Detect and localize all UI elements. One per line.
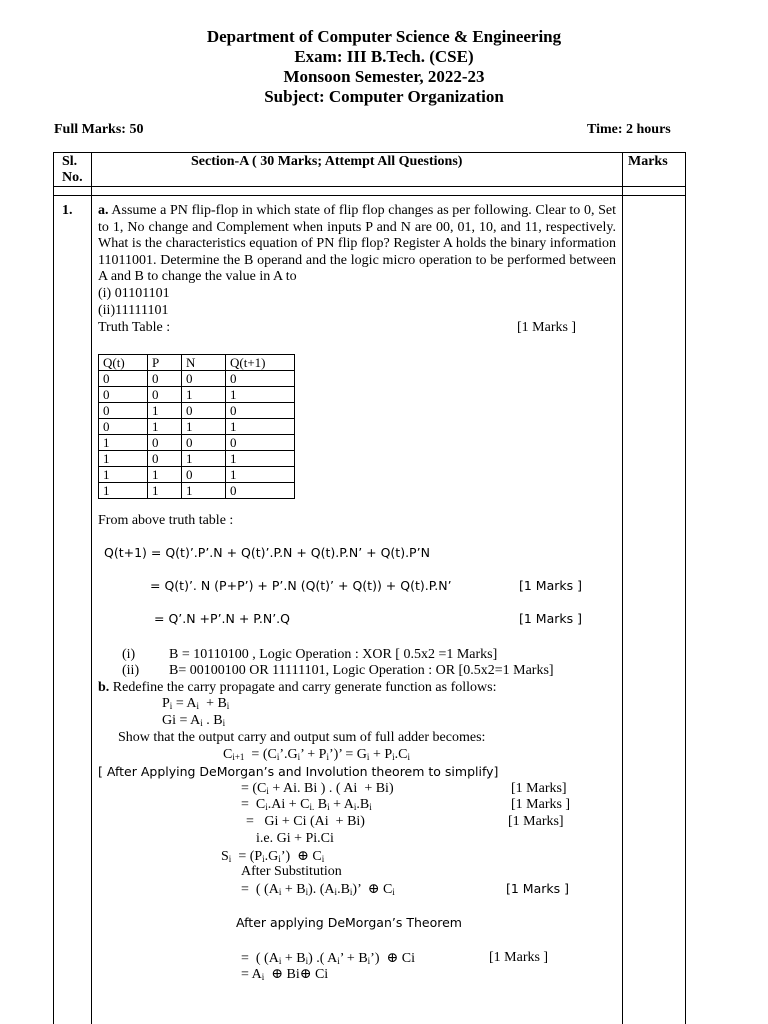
truth-cell: 1 bbox=[182, 419, 226, 435]
truth-cell: 0 bbox=[182, 403, 226, 419]
truth-header-cell: Q(t+1) bbox=[226, 355, 295, 371]
section-heading: Section-A ( 30 Marks; Attempt All Questions) bbox=[191, 154, 463, 169]
part-b-body: Redefine the carry propagate and carry generate function as follows: bbox=[112, 680, 497, 695]
truth-cell: 1 bbox=[148, 419, 182, 435]
table-row-top-border bbox=[53, 195, 686, 196]
time-allowed: Time: 2 hours bbox=[587, 122, 671, 137]
answer-i: B = 10110100 , Logic Operation : XOR [ 0.5x2 =1 Marks] bbox=[169, 647, 498, 662]
generate-definition: $Gi = A_i$ . $B_i$ bbox=[162, 713, 226, 728]
marks-equation-3: [1 Marks ] bbox=[519, 611, 582, 626]
answer-ii-number: (ii) bbox=[122, 663, 140, 678]
table-header-bottom-border bbox=[53, 186, 686, 187]
truth-header-cell: Q(t) bbox=[99, 355, 148, 371]
col-sl: Sl. bbox=[62, 154, 78, 169]
truth-cell: 0 bbox=[148, 451, 182, 467]
equation-2: = Q(t)’. N (P+P’) + P’.N (Q(t)’ + Q(t)) + Q(t).P.N’ bbox=[150, 578, 452, 593]
after-substitution-label: After Substitution bbox=[241, 864, 342, 879]
truth-cell: 1 bbox=[226, 467, 295, 483]
equation-3: = Q’.N +P’.N + P.N’.Q bbox=[154, 611, 290, 626]
marks-sum-step-1: [1 Marks ] bbox=[506, 881, 569, 896]
carry-step-3: = Gi + Ci (Ai + Bi) bbox=[246, 814, 365, 829]
truth-cell: 1 bbox=[226, 451, 295, 467]
after-demorgan-label: After applying DeMorgan’s Theorem bbox=[236, 915, 462, 930]
table-right-border bbox=[685, 152, 686, 1024]
marks-truth-table: [1 Marks ] bbox=[517, 320, 577, 335]
truth-table-row bbox=[99, 371, 295, 387]
full-marks: Full Marks: 50 bbox=[54, 122, 144, 137]
truth-cell: 1 bbox=[99, 483, 148, 499]
marks-sum-step-2: [1 Marks ] bbox=[489, 950, 549, 965]
truth-cell: 1 bbox=[99, 435, 148, 451]
truth-cell: 1 bbox=[226, 387, 295, 403]
part-a-label: a. bbox=[98, 203, 109, 218]
sum-step-1: = ( $(A_i + B_i)$. $(A_i.B_i)$’ ⊕ $C_i$ bbox=[241, 882, 395, 897]
marks-equation-2: [1 Marks ] bbox=[519, 578, 582, 593]
truth-table-row bbox=[99, 451, 295, 467]
semester-title: Monsoon Semester, 2022-23 bbox=[283, 67, 485, 86]
col-marks: Marks bbox=[628, 154, 668, 169]
marks-carry-step-1: [1 Marks] bbox=[511, 781, 567, 796]
truth-cell: 0 bbox=[226, 435, 295, 451]
truth-cell: 1 bbox=[99, 451, 148, 467]
truth-table-header bbox=[99, 355, 295, 371]
truth-cell: 0 bbox=[148, 387, 182, 403]
col-no: No. bbox=[62, 170, 83, 185]
subject-title: Subject: Computer Organization bbox=[264, 87, 504, 106]
answer-i-number: (i) bbox=[122, 647, 136, 662]
table-top-border bbox=[53, 152, 686, 153]
option-ii: (ii)11111101 bbox=[98, 303, 169, 318]
truth-cell: 1 bbox=[148, 483, 182, 499]
truth-cell: 1 bbox=[99, 467, 148, 483]
truth-cell: 0 bbox=[99, 403, 148, 419]
carry-equation: $C_{i+1}$ = ($C_i’.G_i$’ + $P_i$’)’ = $G_i + P_i.C_i$ bbox=[223, 747, 410, 762]
sum-equation: $S_i$ = $(P_i.G_i’)$ ⊕ $C_i$ bbox=[221, 849, 325, 864]
marks-carry-step-3: [1 Marks] bbox=[508, 814, 564, 829]
sum-result: = $A_i$ ⊕ Bi⊕ Ci bbox=[241, 967, 329, 982]
marks-carry-step-2: [1 Marks ] bbox=[511, 797, 571, 812]
truth-table-row bbox=[99, 467, 295, 483]
propagate-definition: $P_i = A_i + B_i$ bbox=[162, 696, 230, 711]
truth-cell: 1 bbox=[148, 403, 182, 419]
truth-table-row bbox=[99, 419, 295, 435]
truth-cell: 1 bbox=[226, 419, 295, 435]
answer-ii: B= 00100100 OR 11111101, Logic Operation : OR [0.5x2=1 Marks] bbox=[169, 663, 554, 678]
table-left-border bbox=[53, 152, 54, 1024]
carry-step-2: = $C_i.Ai + C_{i.}$ $B_i + A_i.B_i$ bbox=[241, 797, 372, 812]
truth-cell: 1 bbox=[148, 467, 182, 483]
exam-title: Exam: III B.Tech. (CSE) bbox=[294, 47, 474, 66]
truth-cell: 0 bbox=[99, 387, 148, 403]
truth-table-row bbox=[99, 435, 295, 451]
table-col-divider-1 bbox=[91, 152, 92, 1024]
truth-table-row bbox=[99, 483, 295, 499]
demorgan-note: [ After Applying DeMorgan’s and Involution theorem to simplify] bbox=[98, 764, 499, 779]
truth-cell: 0 bbox=[182, 467, 226, 483]
truth-cell: 0 bbox=[99, 371, 148, 387]
question-1a-text bbox=[98, 203, 616, 286]
truth-cell: 1 bbox=[182, 451, 226, 467]
truth-cell: 0 bbox=[182, 371, 226, 387]
truth-header-cell: P bbox=[148, 355, 182, 371]
part-a-body: Assume a PN flip-flop in which state of flip flop changes as per following. Clear to 0, Set to 1, No change and Complement when inputs P and N are 00, 01, 10, and 11, respectively. What is the characteristics equation of PN flip flop? Register A holds the binary information 11011001. Determine the B operand and the logic micro operation to be performed between A and B to change the value in A to bbox=[98, 203, 616, 284]
truth-cell: 0 bbox=[99, 419, 148, 435]
option-i: (i) 01101101 bbox=[98, 286, 170, 301]
truth-cell: 1 bbox=[182, 387, 226, 403]
truth-header-cell: N bbox=[182, 355, 226, 371]
carry-step-1: = ($C_i + Ai$. Bi ) . ( Ai + Bi) bbox=[241, 781, 394, 796]
truth-table-row bbox=[99, 387, 295, 403]
truth-cell: 0 bbox=[226, 403, 295, 419]
truth-cell: 0 bbox=[226, 371, 295, 387]
carry-result: i.e. Gi + Pi.Ci bbox=[256, 831, 334, 846]
truth-table bbox=[98, 354, 295, 499]
truth-cell: 0 bbox=[226, 483, 295, 499]
sum-step-2: = ( $(A_i + B_i)$ .( $A_i$’ + $B_i$’) ⊕ Ci bbox=[241, 951, 415, 966]
truth-cell: 1 bbox=[182, 483, 226, 499]
truth-table-row bbox=[99, 403, 295, 419]
question-number: 1. bbox=[62, 203, 73, 218]
part-b-label: b. bbox=[98, 680, 110, 695]
table-col-divider-2 bbox=[622, 152, 623, 1024]
truth-table-label: Truth Table : bbox=[98, 320, 171, 335]
from-truth-table: From above truth table : bbox=[98, 513, 234, 528]
department-title: Department of Computer Science & Engineering bbox=[206, 27, 562, 46]
truth-cell: 0 bbox=[148, 371, 182, 387]
truth-cell: 0 bbox=[148, 435, 182, 451]
equation-1: Q(t+1) = Q(t)’.P’.N + Q(t)’.P.N + Q(t).P.N’ + Q(t).P’N bbox=[104, 545, 430, 560]
question-1b-text bbox=[98, 680, 496, 696]
show-statement: Show that the output carry and output sum of full adder becomes: bbox=[118, 730, 486, 745]
truth-cell: 0 bbox=[182, 435, 226, 451]
